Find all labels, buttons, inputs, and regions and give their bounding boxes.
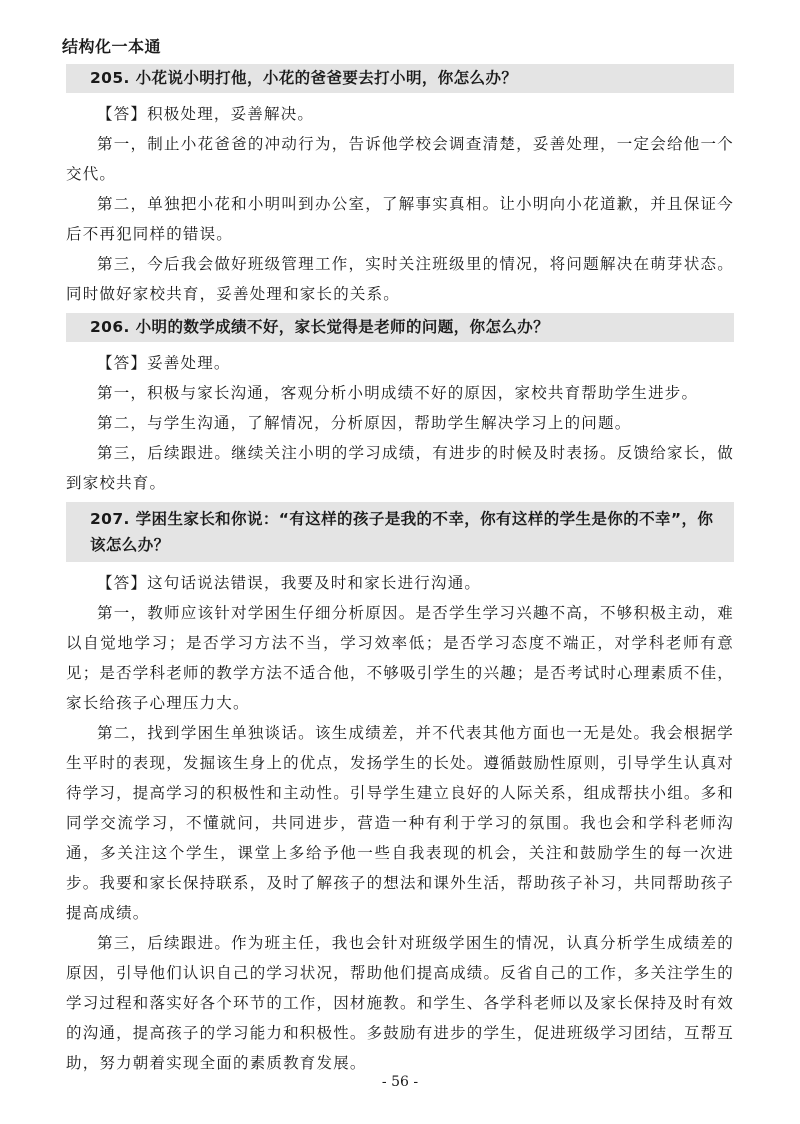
content-area [66, 64, 734, 1078]
answer-paragraph: 【答】积极处理，妥善解决。 [97, 105, 315, 123]
question-heading: 206. 小明的数学成绩不好，家长觉得是老师的问题，你怎么办？ [66, 313, 734, 342]
answer-paragraph: 【答】妥善处理。 [97, 354, 231, 372]
answer-paragraph: 第三，后续跟进。继续关注小明的学习成绩，有进步的时候及时表扬。反馈给家长，做到家校共育。 [66, 444, 734, 492]
question-heading: 207. 学困生家长和你说：“有这样的孩子是我的不幸，你有这样的学生是你的不幸”，你该怎么办？ [66, 502, 734, 562]
answer-paragraph: 第一，积极与家长沟通，客观分析小明成绩不好的原因，家校共育帮助学生进步。 [97, 384, 699, 402]
question-heading: 205. 小花说小明打他，小花的爸爸要去打小明，你怎么办？ [66, 64, 734, 93]
answer-paragraph: 第一，制止小花爸爸的冲动行为，告诉他学校会调查清楚，妥善处理，一定会给他一个交代。 [66, 135, 734, 183]
answer-paragraph: 第二，与学生沟通，了解情况，分析原因，帮助学生解决学习上的问题。 [97, 414, 632, 432]
answer-paragraph: 第三，今后我会做好班级管理工作，实时关注班级里的情况，将问题解决在萌芽状态。同时做好家校共育，妥善处理和家长的关系。 [66, 255, 734, 303]
answer-paragraph: 第一，教师应该针对学困生仔细分析原因。是否学生学习兴趣不高，不够积极主动，难以自觉地学习；是否学习方法不当，学习效率低；是否学习态度不端正，对学科老师有意见；是否学科老师的教学方法不适合他，不够吸引学生的兴趣；是否考试时心理素质不佳，家长给孩子心理压力大。 [66, 604, 735, 712]
running-header: 结构化一本通 [62, 37, 162, 56]
answer-paragraph: 【答】这句话说法错误，我要及时和家长进行沟通。 [97, 574, 482, 592]
page-number: - 56 - [381, 1074, 419, 1090]
answer-paragraph: 第二，单独把小花和小明叫到办公室，了解事实真相。让小明向小花道歉，并且保证今后不再犯同样的错误。 [66, 195, 734, 243]
answer-paragraph: 第三，后续跟进。作为班主任，我也会针对班级学困生的情况，认真分析学生成绩差的原因，引导他们认识自己的学习状况，帮助他们提高成绩。反省自己的工作，多关注学生的学习过程和落实好各个环节的工作，因材施教。和学生、各学科老师以及家长保持及时有效的沟通，提高孩子的学习能力和积极性。多鼓励有进步的学生，促进班级学习团结，互帮互助，努力朝着实现全面的素质教育发展。 [66, 934, 735, 1072]
answer-paragraph: 第二，找到学困生单独谈话。该生成绩差，并不代表其他方面也一无是处。我会根据学生平时的表现，发掘该生身上的优点，发扬学生的长处。遵循鼓励性原则，引导学生认真对待学习，提高学习的积极性和主动性。引导学生建立良好的人际关系，组成帮扶小组。多和同学交流学习，不懂就问，共同进步，营造一种有利于学习的氛围。我也会和学科老师沟通，多关注这个学生，课堂上多给予他一些自我表现的机会，关注和鼓励学生的每一次进步。我要和家长保持联系，及时了解孩子的想法和课外生活，帮助孩子补习，共同帮助孩子提高成绩。 [66, 724, 735, 922]
